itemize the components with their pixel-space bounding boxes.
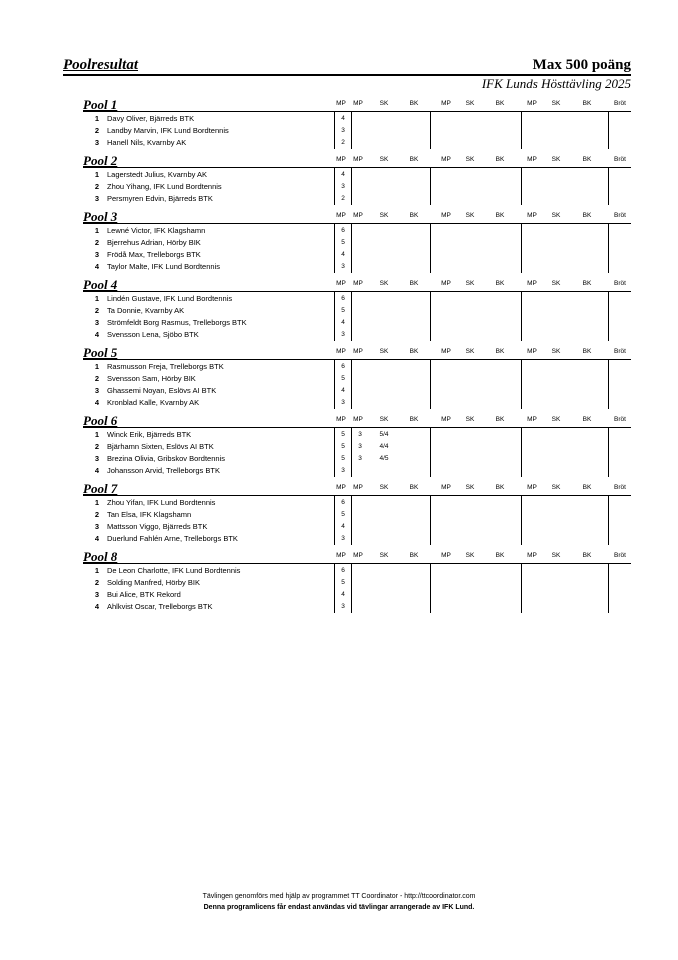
footer-license: Denna programlicens får endast användas vid tävlingar arrangerade av IFK Lund. [203,904,475,911]
pool-rule [83,111,631,112]
position-number: 2 [94,182,99,191]
column-header: SK [465,100,475,107]
footer-credit: Tävlingen genomförs med hjälp av programmet TT Coordinator - http://ttcoordinator.com [202,893,476,900]
column-header: MP [353,156,363,163]
position-number: 3 [94,522,99,531]
pool-rule [83,359,631,360]
column-header: MP [441,348,451,355]
column-header: BK [582,484,592,491]
table-row [0,441,678,453]
column-header: MP [336,484,346,491]
column-header: Bröt [614,552,626,559]
pool-rule [83,495,631,496]
match-points: 6 [341,567,345,574]
column-header: SK [551,484,561,491]
column-header: MP [336,100,346,107]
match-points: 6 [341,227,345,234]
column-header: MP [441,100,451,107]
tiebreak-match-points: 3 [358,431,362,438]
player-name: Bui Alice, BTK Rekord [107,590,181,599]
column-header: SK [551,416,561,423]
column-header: SK [379,416,389,423]
column-header: MP [353,416,363,423]
column-header: BK [495,156,505,163]
column-header: MP [353,280,363,287]
position-number: 1 [94,170,99,179]
position-number: 2 [94,126,99,135]
pool-title: Pool 6 [83,413,118,428]
table-row [0,465,678,477]
match-points: 4 [341,523,345,530]
column-header: MP [527,156,537,163]
table-row [0,565,678,577]
pool-rule [83,167,631,168]
match-points: 5 [341,443,345,450]
position-number: 2 [94,510,99,519]
match-points: 3 [341,603,345,610]
column-header: MP [441,156,451,163]
player-name: Brezina Olivia, Gribskov Bordtennis [107,454,225,463]
player-name: Zhou Yifan, IFK Lund Bordtennis [107,498,216,507]
match-points: 6 [341,295,345,302]
match-points: 4 [341,171,345,178]
player-name: Lewné Victor, IFK Klagshamn [107,226,206,235]
column-header: SK [551,348,561,355]
player-name: Svensson Lena, Sjöbo BTK [107,330,199,339]
set-ratio: 5/4 [379,431,389,438]
position-number: 3 [94,194,99,203]
position-number: 1 [94,294,99,303]
match-points: 3 [341,263,345,270]
match-points: 4 [341,319,345,326]
column-header: MP [527,552,537,559]
column-header: MP [336,416,346,423]
column-header: MP [336,212,346,219]
match-points: 5 [341,307,345,314]
column-header: SK [379,156,389,163]
player-name: Zhou Yihang, IFK Lund Bordtennis [107,182,222,191]
column-header: SK [379,212,389,219]
table-row [0,137,678,149]
position-number: 1 [94,226,99,235]
position-number: 1 [94,498,99,507]
set-ratio: 4/5 [379,455,389,462]
match-points: 2 [341,195,345,202]
column-header: MP [441,212,451,219]
position-number: 3 [94,138,99,147]
player-name: Strömfeldt Borg Rasmus, Trelleborgs BTK [107,318,247,327]
match-points: 4 [341,115,345,122]
pool-rule [83,291,631,292]
pool-title: Pool 4 [83,277,118,292]
column-header: BK [582,156,592,163]
position-number: 3 [94,386,99,395]
position-number: 2 [94,306,99,315]
column-header: BK [495,212,505,219]
table-row [0,193,678,205]
table-row [0,329,678,341]
position-number: 3 [94,590,99,599]
table-row [0,261,678,273]
match-points: 5 [341,579,345,586]
column-header: MP [353,100,363,107]
column-header: BK [409,212,419,219]
column-header: MP [336,156,346,163]
column-header: BK [409,156,419,163]
table-row [0,317,678,329]
match-points: 6 [341,499,345,506]
column-header: BK [409,416,419,423]
position-number: 3 [94,454,99,463]
position-number: 1 [94,114,99,123]
player-name: Mattsson Viggo, Bjärreds BTK [107,522,208,531]
tiebreak-match-points: 3 [358,455,362,462]
column-header: SK [551,100,561,107]
match-points: 3 [341,399,345,406]
column-header: MP [527,348,537,355]
table-row [0,589,678,601]
player-name: De Leon Charlotte, IFK Lund Bordtennis [107,566,241,575]
table-row [0,169,678,181]
player-name: Lagerstedt Julius, Kvarnby AK [107,170,208,179]
match-points: 5 [341,455,345,462]
column-header: BK [495,100,505,107]
pool-title: Pool 2 [83,153,118,168]
column-header: MP [441,552,451,559]
player-name: Persmyren Edvin, Bjärreds BTK [107,194,213,203]
player-name: Johansson Arvid, Trelleborgs BTK [107,466,220,475]
pool-title: Pool 7 [83,481,118,496]
column-header: MP [527,212,537,219]
column-header: BK [409,100,419,107]
match-points: 5 [341,511,345,518]
column-header: BK [582,212,592,219]
column-header: SK [465,348,475,355]
position-number: 2 [94,238,99,247]
pool-rule [83,563,631,564]
column-header: Bröt [614,100,626,107]
match-points: 4 [341,251,345,258]
max-points: Max 500 poäng [532,57,631,73]
column-header: SK [551,212,561,219]
table-row [0,453,678,465]
position-number: 4 [94,398,99,407]
column-header: MP [441,416,451,423]
column-header: BK [409,484,419,491]
column-header: SK [379,348,389,355]
position-number: 3 [94,318,99,327]
column-header: Bröt [614,212,626,219]
column-header: Bröt [614,280,626,287]
column-header: MP [353,484,363,491]
column-header: Bröt [614,484,626,491]
column-header: SK [465,484,475,491]
player-name: Duerlund Fahlén Arne, Trelleborgs BTK [107,534,238,543]
column-header: BK [582,416,592,423]
column-header: BK [409,348,419,355]
position-number: 4 [94,330,99,339]
table-row [0,237,678,249]
column-header: BK [495,484,505,491]
match-points: 5 [341,431,345,438]
table-row [0,577,678,589]
player-name: Ahlkvist Oscar, Trelleborgs BTK [107,602,213,611]
match-points: 3 [341,535,345,542]
position-number: 2 [94,374,99,383]
player-name: Tan Elsa, IFK Klagshamn [107,510,192,519]
column-header: SK [465,552,475,559]
player-name: Frödå Max, Trelleborgs BTK [107,250,201,259]
table-row [0,601,678,613]
column-header: SK [379,552,389,559]
column-header: MP [353,348,363,355]
player-name: Winck Erik, Bjärreds BTK [107,430,192,439]
player-name: Hanell Nils, Kvarnby AK [107,138,187,147]
column-header: MP [527,484,537,491]
player-name: Solding Manfred, Hörby BIK [107,578,200,587]
table-row [0,305,678,317]
pool-title: Pool 5 [83,345,118,360]
pool-title: Pool 3 [83,209,118,224]
player-name: Rasmusson Freja, Trelleborgs BTK [107,362,224,371]
match-points: 4 [341,591,345,598]
column-header: Bröt [614,156,626,163]
column-header: BK [582,100,592,107]
column-header: MP [527,100,537,107]
table-row [0,385,678,397]
column-header: Bröt [614,416,626,423]
match-points: 3 [341,331,345,338]
column-header: BK [495,280,505,287]
player-name: Ghassemi Noyan, Eslövs AI BTK [107,386,217,395]
match-points: 5 [341,375,345,382]
table-row [0,249,678,261]
column-header: BK [582,280,592,287]
column-header: SK [465,280,475,287]
column-header: SK [465,212,475,219]
column-header: MP [441,484,451,491]
table-row [0,373,678,385]
position-number: 4 [94,602,99,611]
column-header: BK [582,552,592,559]
player-name: Bjärhamn Sixten, Eslövs AI BTK [107,442,214,451]
column-header: BK [409,280,419,287]
table-row [0,429,678,441]
pool-rule [83,223,631,224]
column-header: MP [527,416,537,423]
position-number: 4 [94,534,99,543]
table-row [0,125,678,137]
table-row [0,397,678,409]
match-points: 3 [341,127,345,134]
player-name: Landby Marvin, IFK Lund Bordtennis [107,126,229,135]
tiebreak-match-points: 3 [358,443,362,450]
column-header: MP [353,552,363,559]
pool-rule [83,427,631,428]
column-header: MP [353,212,363,219]
column-header: SK [379,280,389,287]
position-number: 4 [94,262,99,271]
column-header: BK [495,416,505,423]
column-header: MP [441,280,451,287]
player-name: Lindén Gustave, IFK Lund Bordtennis [107,294,233,303]
column-header: SK [465,156,475,163]
position-number: 1 [94,362,99,371]
match-points: 6 [341,363,345,370]
table-row [0,113,678,125]
table-row [0,521,678,533]
match-points: 3 [341,183,345,190]
player-name: Bjerrehus Adrian, Hörby BIK [107,238,201,247]
competition-name: IFK Lunds Hösttävling 2025 [481,76,631,91]
table-row [0,361,678,373]
column-header: BK [495,552,505,559]
position-number: 1 [94,430,99,439]
player-name: Kronblad Kalle, Kvarnby AK [107,398,200,407]
column-header: MP [336,552,346,559]
player-name: Davy Oliver, Bjärreds BTK [107,114,195,123]
column-header: SK [465,416,475,423]
match-points: 4 [341,387,345,394]
column-header: BK [495,348,505,355]
position-number: 4 [94,466,99,475]
set-ratio: 4/4 [379,443,389,450]
column-header: SK [379,100,389,107]
player-name: Svensson Sam, Hörby BIK [107,374,196,383]
column-header: SK [379,484,389,491]
column-header: SK [551,156,561,163]
column-header: SK [551,552,561,559]
column-header: SK [551,280,561,287]
column-header: Bröt [614,348,626,355]
column-header: MP [336,280,346,287]
table-row [0,293,678,305]
table-row [0,509,678,521]
table-row [0,225,678,237]
column-header: BK [409,552,419,559]
table-row [0,533,678,545]
pool-title: Pool 1 [83,97,118,112]
table-row [0,497,678,509]
position-number: 2 [94,578,99,587]
pool-title: Pool 8 [83,549,118,564]
player-name: Taylor Malte, IFK Lund Bordtennis [107,262,220,271]
table-row [0,181,678,193]
column-header: MP [527,280,537,287]
position-number: 1 [94,566,99,575]
player-name: Ta Donnie, Kvarnby AK [107,306,185,315]
page-title: Poolresultat [63,57,139,73]
match-points: 2 [341,139,345,146]
position-number: 3 [94,250,99,259]
column-header: MP [336,348,346,355]
position-number: 2 [94,442,99,451]
match-points: 5 [341,239,345,246]
column-header: BK [582,348,592,355]
match-points: 3 [341,467,345,474]
